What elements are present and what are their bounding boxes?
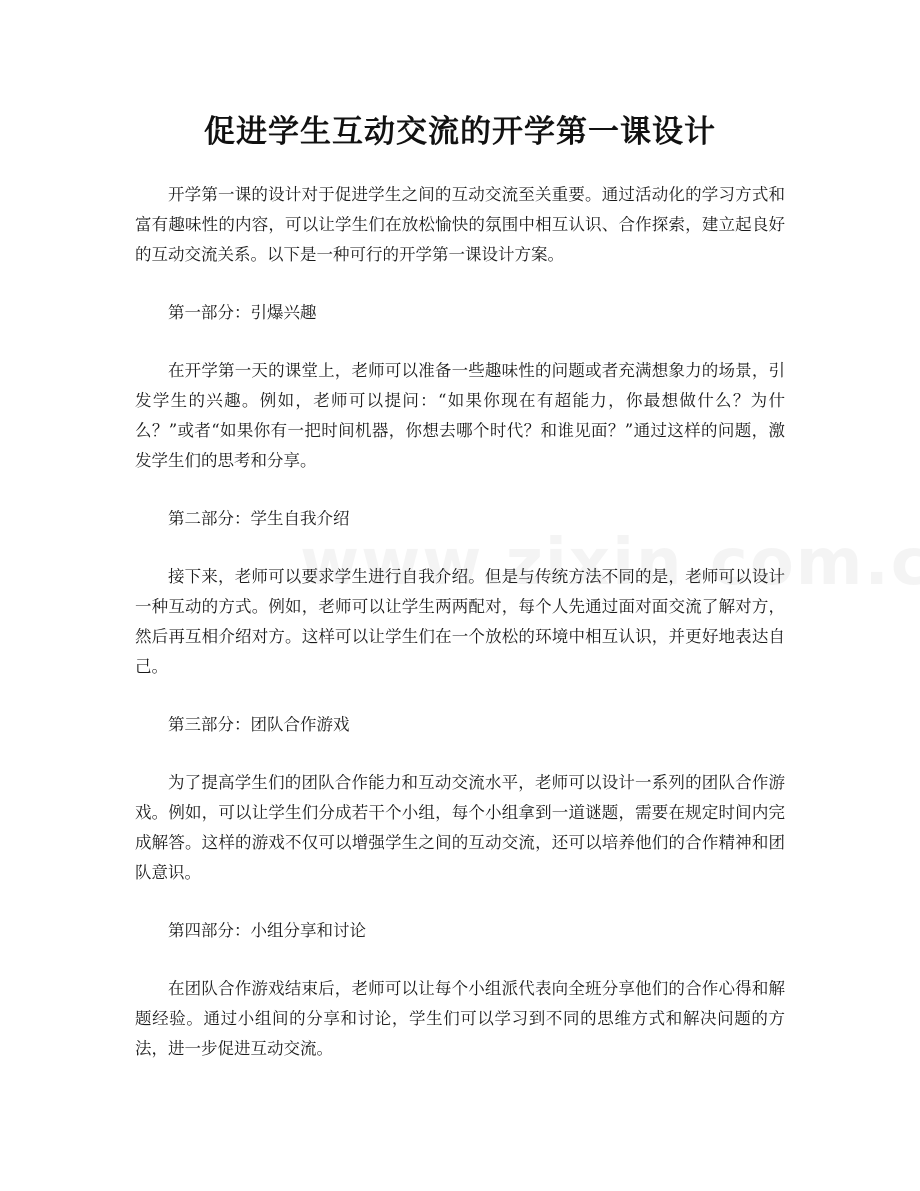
section-paragraph-1: 在开学第一天的课堂上，老师可以准备一些趣味性的问题或者充满想象力的场景，引发学生的兴趣。例如，老师可以提问：“如果你现在有超能力，你最想做什么？为什么？”或者“如果你有一把时间机器，你想去哪个时代？和谁见面？”通过这样的问题，激发学生们的思考和分享。: [135, 361, 785, 470]
section-heading-2: 第二部分：学生自我介绍: [168, 509, 350, 528]
section-paragraph-4: 在团队合作游戏结束后，老师可以让每个小组派代表向全班分享他们的合作心得和解题经验。通过小组间的分享和讨论，学生们可以学习到不同的思维方式和解决问题的方法，进一步促进互动交流。: [135, 979, 785, 1058]
section-heading-3: 第三部分：团队合作游戏: [168, 715, 350, 734]
document-body: [135, 180, 785, 1092]
document-title: 促进学生互动交流的开学第一课设计: [204, 114, 716, 150]
section-heading-1: 第一部分：引爆兴趣: [168, 303, 317, 322]
section-paragraph-3: 为了提高学生们的团队合作能力和互动交流水平，老师可以设计一系列的团队合作游戏。例如，可以让学生们分成若干个小组，每个小组拿到一道谜题，需要在规定时间内完成解答。这样的游戏不仅可以增强学生之间的互动交流，还可以培养他们的合作精神和团队意识。: [135, 773, 785, 882]
section-paragraph-2: 接下来，老师可以要求学生进行自我介绍。但是与传统方法不同的是，老师可以设计一种互动的方式。例如，老师可以让学生两两配对，每个人先通过面对面交流了解对方，然后再互相介绍对方。这样可以让学生们在一个放松的环境中相互认识，并更好地表达自己。: [135, 567, 785, 676]
intro-paragraph: 开学第一课的设计对于促进学生之间的互动交流至关重要。通过活动化的学习方式和富有趣味性的内容，可以让学生们在放松愉快的氛围中相互认识、合作探索，建立起良好的互动交流关系。以下是一种可行的开学第一课设计方案。: [135, 185, 785, 264]
section-heading-4: 第四部分：小组分享和讨论: [168, 921, 366, 940]
